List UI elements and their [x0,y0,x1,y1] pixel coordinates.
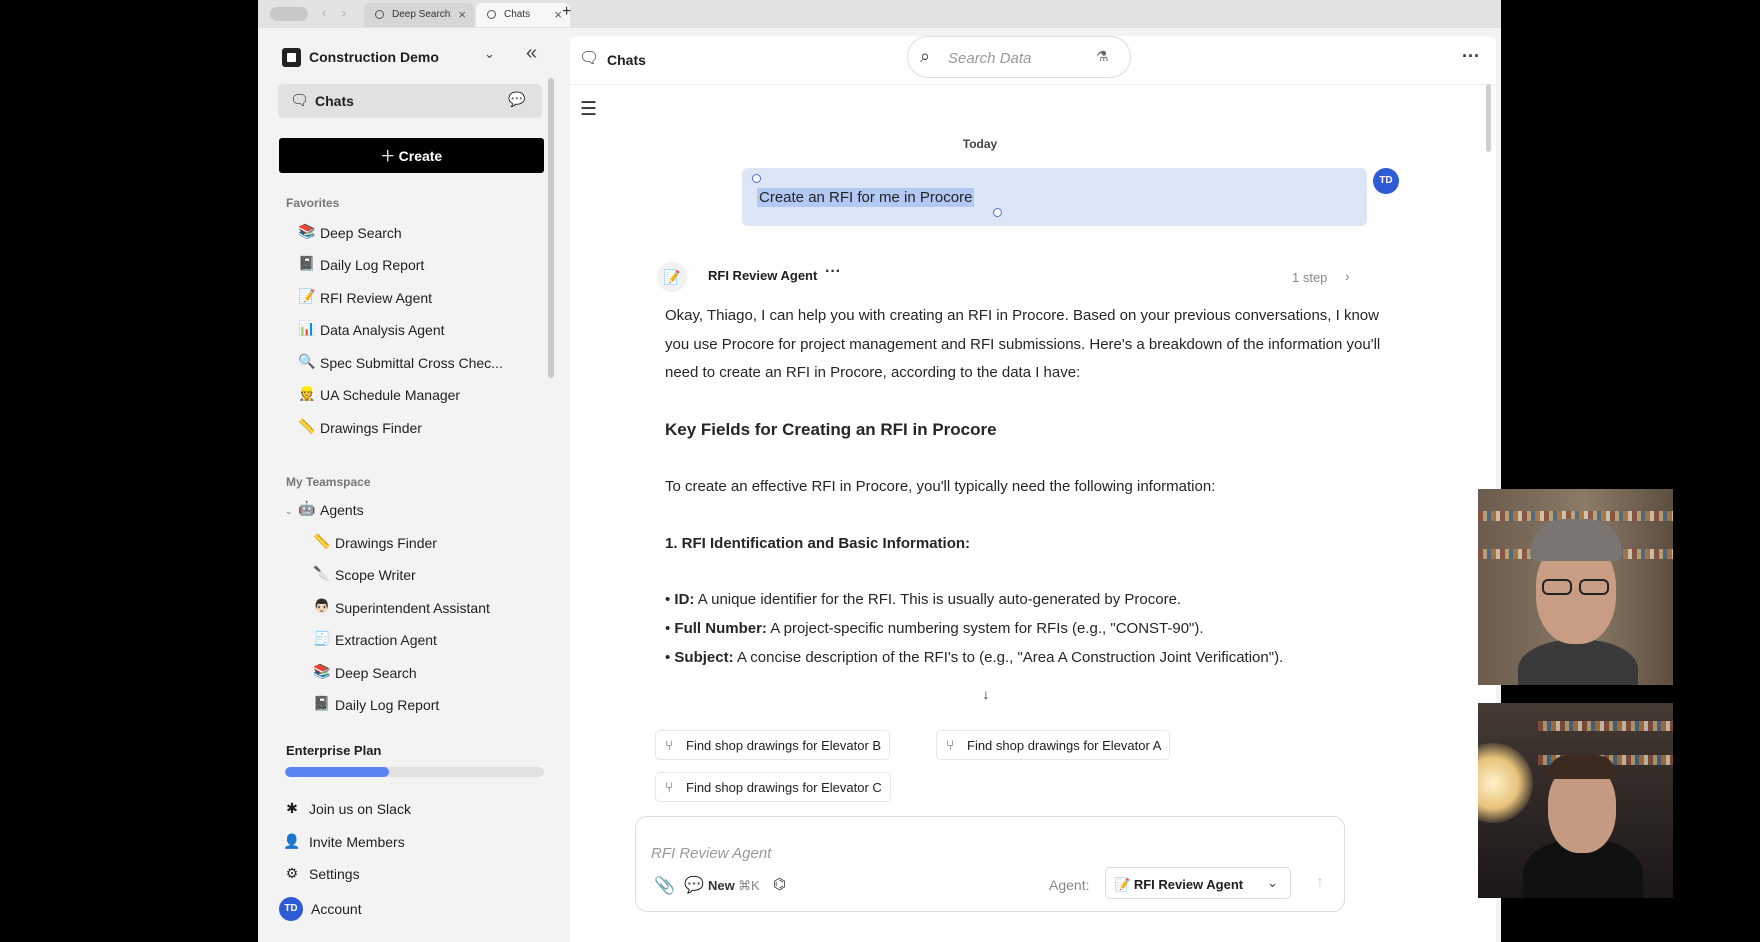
glasses-shape [1542,579,1572,595]
flask-icon[interactable]: ⚗ [1096,48,1109,64]
more-options-icon[interactable]: ··· [825,263,841,280]
response-heading: Key Fields for Creating an RFI in Procore [665,420,997,440]
chevron-down-icon: ⌄ [1267,875,1278,890]
response-bullet: • ID: A unique identifier for the RFI. This is usually auto-generated by Procore. [665,591,1182,609]
hair-shape [1548,755,1616,779]
account-avatar[interactable]: TD [279,897,303,921]
chat-panel [570,36,1496,942]
bottom-label: Invite Members [309,834,405,850]
globe-icon [375,10,384,19]
magnifier-icon: 🔍 [298,353,316,369]
search-input[interactable] [907,36,1131,78]
plus-icon: ＋ [380,147,399,164]
agent-label: Deep Search [335,665,417,681]
app-window [258,0,1501,942]
search-icon: ⌕ [920,46,931,66]
agent-label: Daily Log Report [335,697,440,713]
chat-scrollbar[interactable] [1486,84,1491,152]
user-message [742,168,1367,226]
create-button[interactable] [279,138,544,173]
favorites-heading: Favorites [286,196,340,210]
suggestion-chip[interactable] [655,772,891,802]
bookshelf-decoration [1538,721,1673,731]
ruler-icon: 📏 [298,418,316,434]
new-chat-icon[interactable]: 💬 [684,877,704,894]
tab-label: Deep Search [392,9,451,20]
agents-label: Agents [320,502,364,518]
user-message-text[interactable]: Create an RFI for me in Procore [759,189,973,206]
bar-chart-icon: 📊 [298,320,316,336]
selection-handle[interactable] [993,208,1002,217]
favorite-label: Spec Submittal Cross Chec... [320,355,503,371]
ruler-icon: 📏 [313,533,331,549]
globe-icon [487,10,496,19]
bullet-term: Full Number: [674,619,767,637]
favorite-label: Deep Search [320,225,402,241]
chat-bubbles-icon: 🗨 [579,50,600,67]
bottom-label: Join us on Slack [309,801,411,817]
response-bullet: • Full Number: A project-specific numbering system for RFIs (e.g., "CONST-90"). [665,619,1204,637]
plan-usage-fill [285,767,389,777]
new-tab-icon[interactable]: + [562,3,572,20]
forward-arrow-icon[interactable]: › [342,6,346,20]
sidebar-item-chats[interactable] [278,84,542,118]
video-tile-participant-1[interactable] [1478,489,1673,685]
page-title: Chats [607,52,646,68]
response-paragraph: Okay, Thiago, I can help you with creating an RFI in Procore. Based on your previous conversations, I know you use Procore for project management and RFI submissions. Here's a breakdown of the information you'll need to create an RFI in Procore, according to the data I have: [665,307,1381,382]
close-icon[interactable]: × [458,7,466,22]
sidebar-item-label: Chats [315,93,354,109]
branch-icon: ⑂ [665,737,674,753]
response-subheading: 1. RFI Identification and Basic Information: [665,534,971,552]
agent-select-value: RFI Review Agent [1133,877,1244,892]
workspace-logo-icon [282,48,301,67]
more-options-icon[interactable]: ··· [1462,46,1480,66]
agent-label: Extraction Agent [335,632,437,648]
agent-select[interactable] [1105,867,1291,899]
person-torso [1518,639,1638,685]
agent-name: RFI Review Agent [708,268,818,283]
browser-tab-bar [258,0,1501,28]
books-icon: 📚 [298,223,316,239]
back-arrow-icon[interactable]: ‹ [322,6,326,20]
knife-icon: 🔪 [313,565,331,581]
tab-label: Chats [504,9,531,20]
agent-label: Superintendent Assistant [335,600,490,616]
suggestion-label: Find shop drawings for Elevator A [967,738,1162,753]
shortcut-hint: ⌘K [738,878,760,893]
scroll-down-icon[interactable]: ↓ [974,682,998,706]
bullet-term: ID: [674,591,695,609]
message-composer[interactable] [635,816,1345,912]
search-placeholder: Search Data [948,50,1032,67]
bottom-label: Settings [309,866,360,882]
cap-shape [1530,519,1622,561]
paperclip-icon[interactable]: 📎 [654,876,676,895]
bullet-text: A unique identifier for the RFI. This is usually auto-generated by Procore. [697,591,1182,609]
memo-icon: 📝 [657,262,687,292]
agent-label: Agent: [1049,877,1090,893]
chat-header [570,36,1496,85]
video-tile-participant-2[interactable] [1478,703,1673,898]
receipt-icon: 🧾 [313,630,331,646]
bullet-term: Subject: [674,648,734,666]
chevron-down-icon[interactable]: ⌄ [484,46,495,61]
teamspace-heading: My Teamspace [286,475,371,489]
user-avatar: TD [1373,168,1399,194]
books-icon: 📚 [313,663,331,679]
favorite-label: Data Analysis Agent [320,322,445,338]
slack-icon: ✱ [286,800,298,816]
close-icon[interactable]: × [554,7,562,22]
create-label: Create [398,147,443,164]
menu-icon[interactable]: ☰ [580,99,598,120]
steps-toggle[interactable]: 1 step [1292,270,1328,285]
sidebar-scrollbar[interactable] [548,78,554,378]
user-plus-icon: 👤 [283,833,301,849]
agent-label: Scope Writer [335,567,416,583]
memo-icon: 📝 [1114,877,1131,892]
robot-icon: 🤖 [298,500,316,516]
memo-icon: 📝 [298,288,316,304]
notebook-icon: 📓 [298,255,316,271]
account-link[interactable]: Account [311,901,362,917]
bullet-text: A project-specific numbering system for RFIs (e.g., "CONST-90"). [770,619,1204,637]
browser-tab-deep-search[interactable] [364,3,474,27]
brain-icon[interactable]: ⌬ [773,876,787,893]
chat-bubbles-icon: 🗨 [290,92,310,109]
plan-usage-bar [285,767,544,777]
browser-tab-chats[interactable] [476,3,570,27]
agent-label: Drawings Finder [335,535,437,551]
sidebar [258,28,558,942]
suggestion-label: Find shop drawings for Elevator B [686,738,882,753]
chevron-down-icon[interactable]: ⌄ [285,506,293,516]
favorite-label: Drawings Finder [320,420,422,436]
selection-handle[interactable] [752,174,761,183]
branch-icon: ⑂ [946,737,955,753]
plan-label: Enterprise Plan [286,743,382,758]
glasses-shape [1579,579,1609,595]
workspace-name[interactable]: Construction Demo [309,49,439,65]
response-bullet: • Subject: A concise description of the RFI's to (e.g., "Area A Construction Joint Verification"). [665,648,1284,666]
new-chat-icon[interactable]: 💬 [508,91,526,107]
suggestion-label: Find shop drawings for Elevator C [686,780,882,795]
favorite-label: RFI Review Agent [320,290,433,306]
lamp-shape [1478,743,1533,823]
date-separator: Today [962,137,998,151]
collapse-sidebar-icon[interactable]: « [526,42,538,64]
response-paragraph: To create an effective RFI in Procore, you'll typically need the following information: [665,477,1216,495]
branch-icon: ⑂ [665,779,674,795]
bullet-text: A concise description of the RFI's to (e.g., "Area A Construction Joint Verification"). [736,648,1284,666]
suggestion-chip[interactable] [936,730,1170,760]
composer-placeholder[interactable]: RFI Review Agent [651,845,772,862]
person-icon: 👨🏻 [313,598,331,614]
chevron-right-icon[interactable]: › [1345,268,1350,284]
favorite-label: UA Schedule Manager [320,387,461,403]
new-chat-button[interactable]: New [708,878,735,893]
suggestion-chip[interactable] [655,730,890,760]
sidebar-toggle[interactable] [270,7,308,21]
notebook-icon: 📓 [313,695,331,711]
gear-icon: ⚙ [285,865,299,881]
send-icon[interactable]: ↑ [1316,874,1324,891]
agent-response [665,302,1385,672]
favorite-label: Daily Log Report [320,257,425,273]
worker-icon: 👷 [298,385,316,401]
